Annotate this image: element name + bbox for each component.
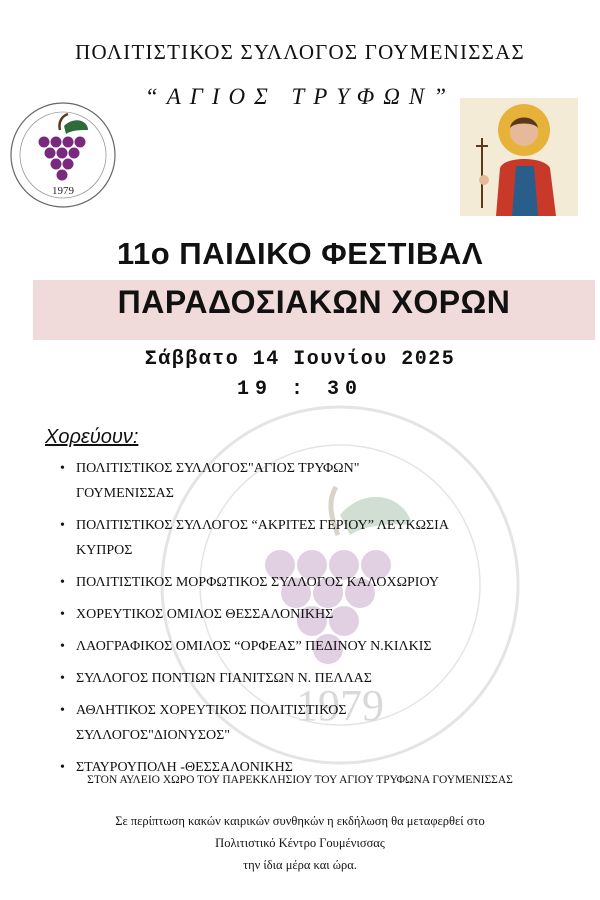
list-item [60,513,580,563]
dancers-heading: Χορεύουν: [45,426,139,448]
list-item-line1: ΠΟΛΙΤΙΣΤΙΚΟΣ ΣΥΛΛΟΓΟΣ"ΑΓΙΟΣ ΤΡΥΦΩΝ" [76,461,360,476]
list-item-line1: ΠΟΛΙΤΙΣΤΙΚΟΣ ΜΟΡΦΩΤΙΚΟΣ ΣΥΛΛΟΓΟΣ ΚΑΛΟΧΩΡΙΟΥ [76,575,439,590]
event-time: 19 : 30 [236,378,363,401]
weather-note-line1: Σε περίπτωση κακών καιρικών συνθηκών η εκδήλωση θα μεταφερθεί στο [115,814,485,828]
list-item-line2: ΓΟΥΜΕΝΙΣΣΑΣ [76,486,174,501]
list-item [60,570,580,595]
list-item [60,634,580,659]
organization-name: ΠΟΛΙΤΙΣΤΙΚΟΣ ΣΥΛΛΟΓΟΣ ΓΟΥΜΕΝΙΣΣΑΣ [75,40,525,64]
list-item-line2: ΣΥΛΛΟΓΟΣ"ΔΙΟΝΥΣΟΣ" [76,728,230,743]
list-item-line1: ΑΘΛΗΤΙΚΟΣ ΧΟΡΕΥΤΙΚΟΣ ΠΟΛΙΤΙΣΤΙΚΟΣ [76,703,347,718]
list-item-line2: ΚΥΠΡΟΣ [76,543,133,558]
list-item-line1: ΣΥΛΛΟΓΟΣ ΠΟΝΤΙΩΝ ΓΙΑΝΙΤΣΩΝ Ν. ΠΕΛΛΑΣ [76,671,372,686]
event-date: Σάββατο 14 Ιουνίου 2025 [144,348,456,371]
weather-note [0,810,600,876]
weather-note-line2: Πολιτιστικό Κέντρο Γουμένισσας [215,836,385,850]
dancers-list [60,456,580,787]
list-item-line1: ΠΟΛΙΤΙΣΤΙΚΟΣ ΣΥΛΛΟΓΟΣ “ΑΚΡΙΤΕΣ ΓΕΡΙΟΥ” ΛΕΥΚΩΣΙΑ [76,518,449,533]
list-item-line1: ΧΟΡΕΥΤΙΚΟΣ ΟΜΙΛΟΣ ΘΕΣΣΑΛΟΝΙΚΗΣ [76,607,334,622]
organization-subtitle: “ΑΓΙΟΣ ΤΡΥΦΩΝ” [144,84,456,109]
list-item [60,602,580,627]
list-item [60,698,580,748]
list-item [60,456,580,506]
festival-title-line2: ΠΑΡΑΔΟΣΙΑΚΩΝ ΧΟΡΩΝ [117,284,511,320]
watermark-year: 1979 [296,681,384,730]
festival-title-line1: 11ο ΠΑΙΔΙΚΟ ΦΕΣΤΙΒΑΛ [116,236,483,271]
list-item-line1: ΣΤΑΥΡΟΥΠΟΛΗ -ΘΕΣΣΑΛΟΝΙΚΗΣ [76,760,293,775]
grape-cluster-icon [8,100,118,210]
list-item-line1: ΛΑΟΓΡΑΦΙΚΟΣ ΟΜΙΛΟΣ “ΟΡΦΕΑΣ” ΠΕΔΙΝΟΥ Ν.ΚΙΛΚΙΣ [76,639,432,654]
logo-year: 1979 [52,185,74,197]
saint-trifon-icon [460,98,578,216]
weather-note-line3: την ίδια μέρα και ώρα. [243,858,357,872]
list-item [60,666,580,691]
event-venue: ΣΤΟΝ ΑΥΛΕΙΟ ΧΩΡΟ ΤΟΥ ΠΑΡΕΚΚΛΗΣΙΟΥ ΤΟΥ ΑΓΙΟΥ ΤΡΥΦΩΝΑ ΓΟΥΜΕΝΙΣΣΑΣ [87,774,513,786]
